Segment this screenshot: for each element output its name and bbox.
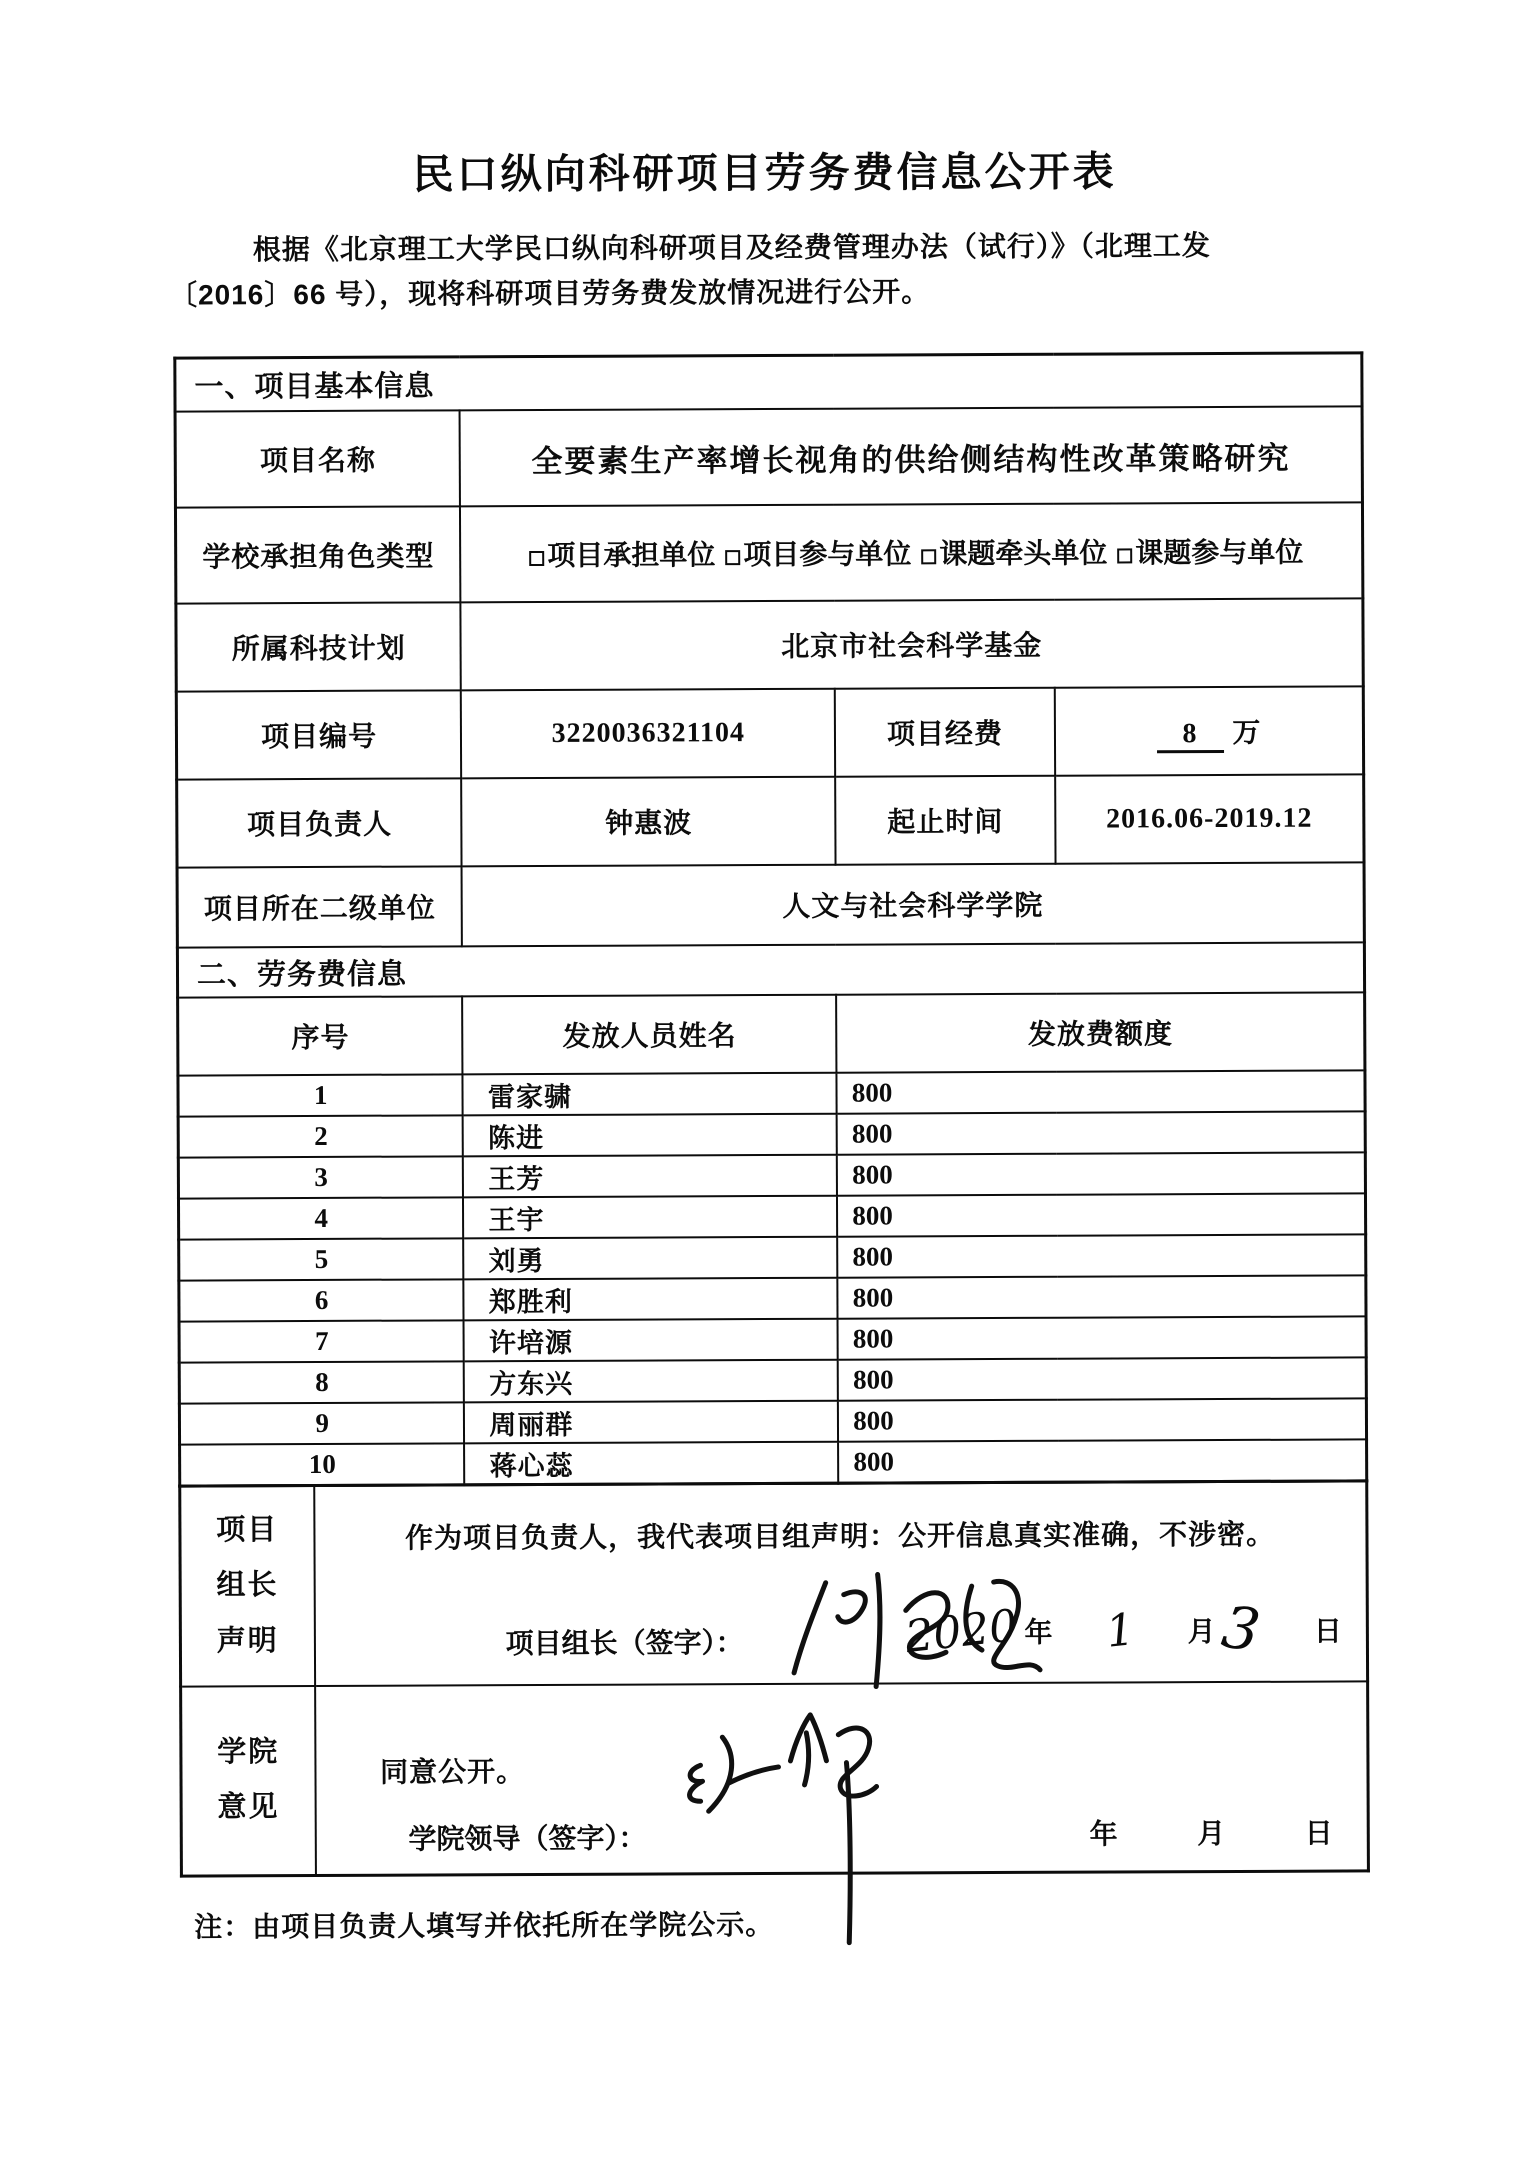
role-option-label: 课题牵头单位 xyxy=(939,537,1108,570)
month-suffix: 月 xyxy=(1197,1818,1226,1850)
day-suffix: 日 xyxy=(1304,1817,1333,1849)
handwritten-year: 2020 xyxy=(902,1599,1020,1663)
budget-amount: 8 xyxy=(1156,718,1223,753)
opinion-side-label xyxy=(181,1686,316,1877)
intro-paragraph xyxy=(168,222,1347,318)
role-type-options xyxy=(460,503,1363,603)
fee-name: 王芳 xyxy=(463,1155,837,1198)
month-suffix: 月 xyxy=(1187,1615,1216,1647)
fee-name: 周丽群 xyxy=(464,1401,838,1444)
fee-no: 10 xyxy=(180,1444,465,1487)
intro-line-1: 根据《北京理工大学民口纵向科研项目及经费管理办法（试行）》（北理工发 xyxy=(252,230,1211,266)
opinion-side-label-line: 学院 xyxy=(217,1736,280,1769)
fee-name: 雷家骕 xyxy=(463,1073,837,1116)
checkbox-icon xyxy=(1117,549,1132,564)
fee-no: 3 xyxy=(178,1157,463,1199)
checkbox-icon xyxy=(529,551,544,566)
checkbox-icon xyxy=(725,550,740,565)
project-info-table xyxy=(173,351,1368,1488)
opinion-date xyxy=(1090,1812,1333,1853)
opinion-content-cell xyxy=(315,1681,1369,1876)
fee-no: 9 xyxy=(179,1403,464,1445)
declaration-row xyxy=(180,1481,1368,1686)
day-suffix: 日 xyxy=(1313,1615,1342,1647)
fee-name: 王宇 xyxy=(463,1196,837,1239)
fee-no: 8 xyxy=(179,1362,464,1404)
fee-no: 4 xyxy=(178,1198,463,1240)
section2-header-row xyxy=(177,943,1364,998)
section1-header-row xyxy=(175,353,1362,412)
program-label: 所属科技计划 xyxy=(176,603,461,692)
fee-amount: 800 xyxy=(837,1071,1365,1114)
leader-label: 项目负责人 xyxy=(177,779,462,868)
footnote: 注：由项目负责人填写并依托所在学院公示。 xyxy=(194,1909,775,1943)
fee-row xyxy=(178,1071,1365,1117)
declaration-content-cell xyxy=(314,1481,1368,1686)
unit-label: 项目所在二级单位 xyxy=(177,867,462,948)
project-number-value: 3220036321104 xyxy=(461,689,835,779)
fee-amount: 800 xyxy=(837,1194,1365,1237)
fee-row xyxy=(179,1399,1366,1445)
declaration-side-label xyxy=(180,1486,315,1687)
fee-no: 1 xyxy=(178,1075,463,1117)
dean-sign-label: 学院领导（签字）： xyxy=(408,1822,647,1855)
unit-value: 人文与社会科学学院 xyxy=(462,863,1364,947)
fee-no: 2 xyxy=(178,1116,463,1158)
handwritten-day: 3 xyxy=(1217,1592,1264,1665)
form-table-wrapper xyxy=(173,351,1370,1878)
fee-amount: 800 xyxy=(838,1276,1366,1319)
leader-sign-label: 项目组长（签字）： xyxy=(505,1626,744,1659)
fee-amount: 800 xyxy=(837,1153,1365,1196)
section1-header: 一、项目基本信息 xyxy=(175,353,1362,412)
role-type-label: 学校承担角色类型 xyxy=(175,507,460,604)
duration-label: 起止时间 xyxy=(835,776,1055,865)
program-value: 北京市社会科学基金 xyxy=(461,599,1364,691)
fee-row xyxy=(178,1153,1365,1199)
fee-name: 郑胜利 xyxy=(464,1278,838,1321)
opinion-side-label-line: 意见 xyxy=(217,1791,280,1824)
declaration-statement: 作为项目负责人，我代表项目组声明：公开信息真实准确，不涉密。 xyxy=(405,1519,1276,1554)
intro-line-2: 〔2016〕66 号），现将科研项目劳务费发放情况进行公开。 xyxy=(168,276,931,311)
fee-row xyxy=(180,1440,1367,1487)
fee-table-header-row xyxy=(178,993,1365,1076)
fee-amount: 800 xyxy=(837,1235,1365,1278)
leader-row xyxy=(177,775,1364,868)
role-option-label: 项目承担单位 xyxy=(547,539,716,572)
duration-value: 2016.06-2019.12 xyxy=(1055,775,1364,864)
role-type-row xyxy=(175,503,1362,604)
fee-row xyxy=(179,1317,1366,1363)
col-header-no: 序号 xyxy=(178,997,463,1076)
fee-row xyxy=(178,1194,1365,1240)
fee-amount: 800 xyxy=(838,1358,1366,1401)
fee-no: 7 xyxy=(179,1321,464,1363)
budget-unit: 万 xyxy=(1232,717,1262,749)
unit-row xyxy=(177,863,1364,948)
signoff-table xyxy=(178,1480,1370,1878)
fee-name: 蒋心蕊 xyxy=(464,1442,838,1485)
project-name-label: 项目名称 xyxy=(175,411,460,508)
fee-row xyxy=(178,1112,1365,1158)
fee-name: 方东兴 xyxy=(464,1360,838,1403)
fee-no: 6 xyxy=(179,1280,464,1322)
leader-value: 钟惠波 xyxy=(462,777,836,867)
fee-row xyxy=(179,1235,1366,1281)
project-number-row xyxy=(176,687,1363,780)
fee-no: 5 xyxy=(179,1239,464,1281)
section2-header: 二、劳务费信息 xyxy=(177,943,1364,998)
fee-amount: 800 xyxy=(838,1317,1366,1360)
fee-row xyxy=(179,1276,1366,1322)
fee-amount: 800 xyxy=(838,1440,1366,1484)
program-row xyxy=(176,599,1363,692)
year-suffix: 年 xyxy=(1089,1818,1118,1850)
declaration-side-label-line: 组长 xyxy=(216,1569,279,1602)
checkbox-icon xyxy=(921,549,936,564)
opinion-row xyxy=(181,1681,1369,1876)
fee-name: 许培源 xyxy=(464,1319,838,1362)
project-name-row xyxy=(175,407,1362,508)
col-header-name: 发放人员姓名 xyxy=(462,995,836,1075)
handwritten-month: 1 xyxy=(1103,1603,1138,1658)
project-name-value: 全要素生产率增长视角的供给侧结构性改革策略研究 xyxy=(460,407,1363,507)
opinion-statement: 同意公开。 xyxy=(380,1755,526,1788)
col-header-amount: 发放费额度 xyxy=(836,993,1365,1073)
budget-label: 项目经费 xyxy=(835,688,1055,777)
declaration-date xyxy=(902,1586,1342,1665)
project-number-label: 项目编号 xyxy=(176,691,461,780)
fee-name: 陈进 xyxy=(463,1114,837,1157)
fee-row xyxy=(179,1358,1366,1404)
role-option-label: 课题参与单位 xyxy=(1135,536,1304,569)
page-title: 民口纵向科研项目劳务费信息公开表 xyxy=(412,148,1117,198)
fee-amount: 800 xyxy=(838,1399,1366,1442)
role-option-label: 项目参与单位 xyxy=(743,538,912,571)
declaration-side-label-line: 声明 xyxy=(216,1624,279,1657)
budget-value-cell xyxy=(1055,687,1364,776)
fee-name: 刘勇 xyxy=(464,1237,838,1280)
fee-amount: 800 xyxy=(837,1112,1365,1155)
year-suffix: 年 xyxy=(1024,1616,1053,1648)
declaration-side-label-line: 项目 xyxy=(216,1514,279,1547)
